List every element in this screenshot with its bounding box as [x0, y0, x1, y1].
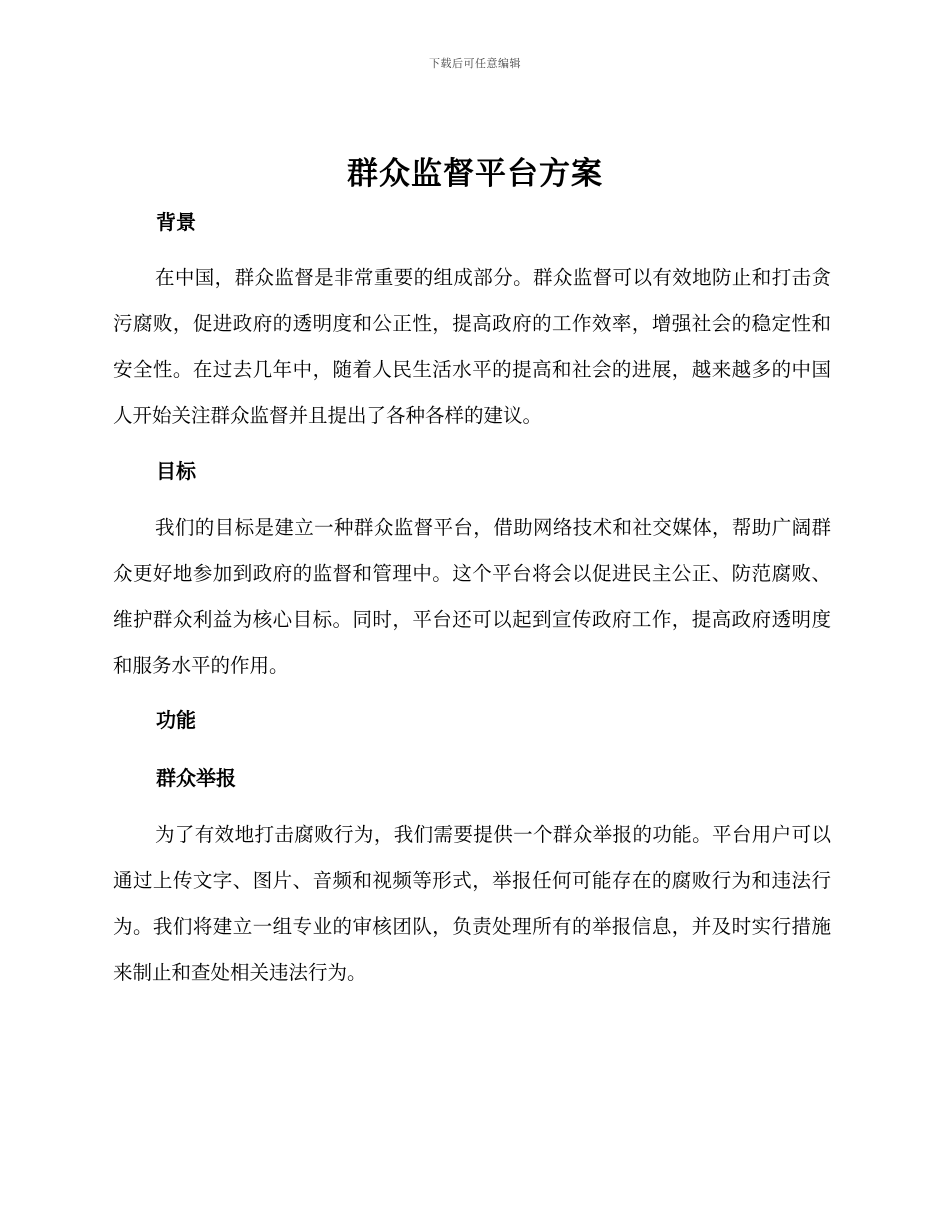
section-heading-report: 群众举报 — [156, 766, 236, 790]
paragraph-background: 在中国，群众监督是非常重要的组成部分。群众监督可以有效地防止和打击贪污腐败，促进政府的透明度和公正性，提高政府的工作效率，增强社会的稳定性和安全性。在过去几年中，随着人民生活水平的提高和社会的进展，越来越多的中国人开始关注群众监督并且提出了各种各样的建议。 — [113, 266, 831, 427]
section-heading-function: 功能 — [156, 708, 196, 732]
header-note: 下载后可任意编辑 — [429, 57, 521, 70]
paragraph-report: 为了有效地打击腐败行为，我们需要提供一个群众举报的功能。平台用户可以通过上传文字、图片、音频和视频等形式，举报任何可能存在的腐败行为和违法行为。我们将建立一组专业的审核团队，负责处理所有的举报信息，并及时实行措施来制止和查处相关违法行为。 — [113, 823, 831, 984]
paragraph-goal: 我们的目标是建立一种群众监督平台，借助网络技术和社交媒体，帮助广阔群众更好地参加到政府的监督和管理中。这个平台将会以促进民主公正、防范腐败、维护群众利益为核心目标。同时，平台还可以起到宣传政府工作，提高政府透明度和服务水平的作用。 — [113, 516, 831, 677]
section-heading-goal: 目标 — [156, 459, 196, 483]
document-title: 群众监督平台方案 — [347, 156, 603, 192]
section-heading-background: 背景 — [156, 210, 196, 234]
